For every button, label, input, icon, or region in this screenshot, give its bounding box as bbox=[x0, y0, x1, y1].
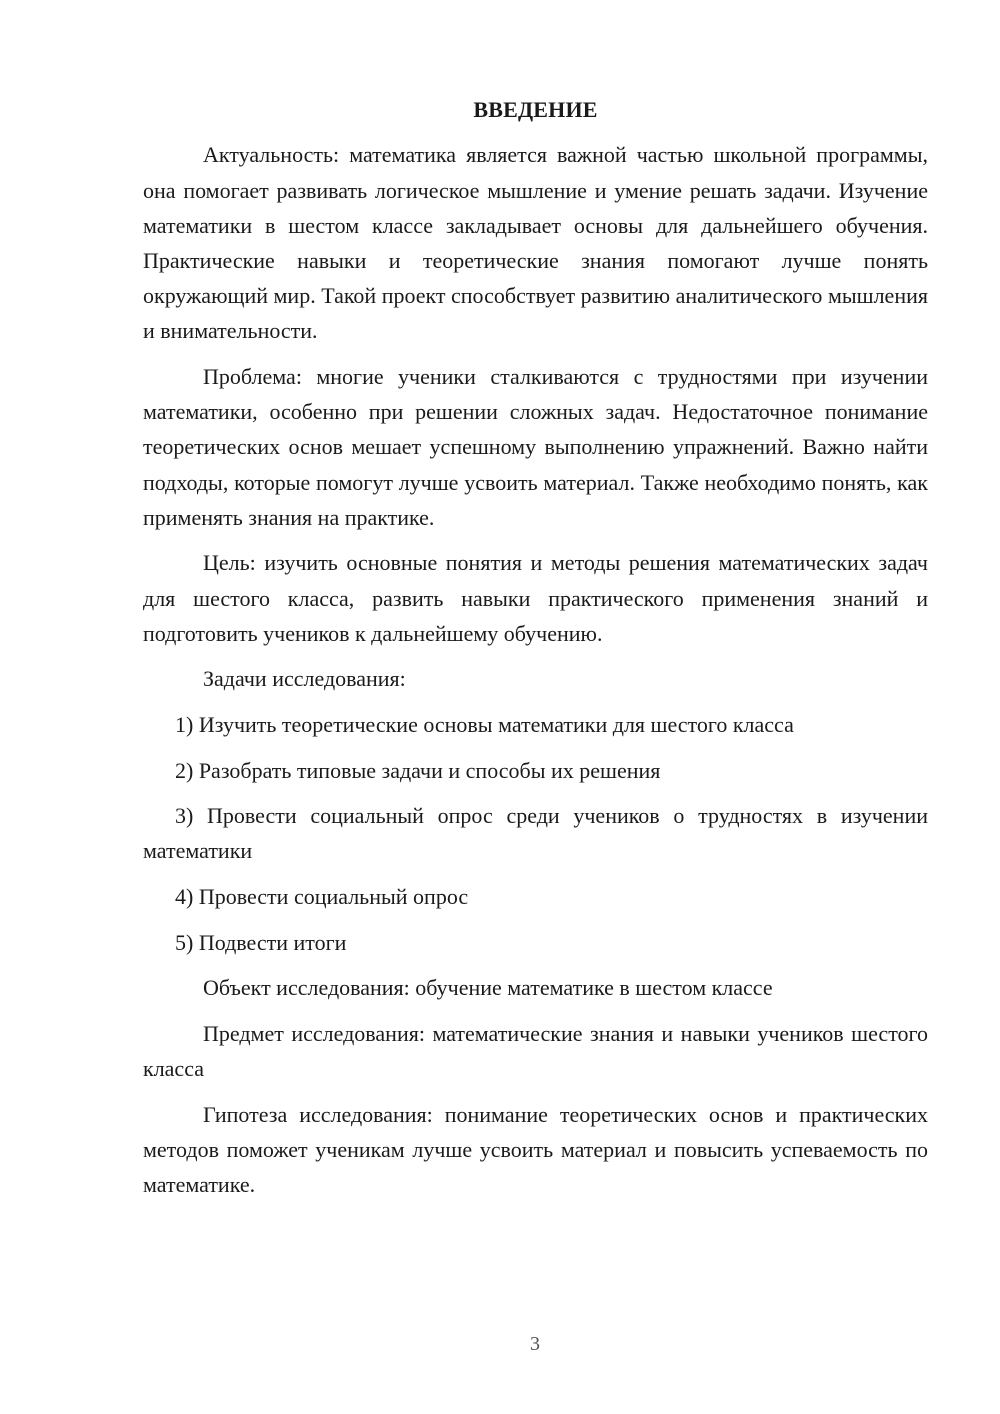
research-subject: Предмет исследования: математические знания и навыки учеников шестого класса bbox=[143, 1020, 928, 1081]
task-item-1: 1) Изучить теоретические основы математики для шестого класса bbox=[175, 712, 794, 737]
goal-paragraph: Цель: изучить основные понятия и методы решения математических задач для шестого класса, развить навыки практического применения знаний и подготовить учеников к дальнейшему обучению. bbox=[143, 550, 928, 646]
document-page bbox=[143, 92, 928, 1202]
tasks-heading: Задачи исследования: bbox=[203, 666, 406, 692]
problem-paragraph: Проблема: многие ученики сталкиваются с трудностями при изучении математики, особенно при решении сложных задач. Недостаточное понимание теоретических основ мешает успешному выполнению упражнений. Важно найти подходы, которые помогут лучше усвоить материал. Также необходимо понять, как применять знания на практике. bbox=[143, 364, 928, 530]
task-item-2: 2) Разобрать типовые задачи и способы их решения bbox=[175, 757, 661, 783]
task-item-3: 3) Провести социальный опрос среди учеников о трудностях в изучении математики bbox=[143, 803, 928, 864]
task-item-4: 4) Провести социальный опрос bbox=[175, 883, 469, 909]
relevance-paragraph: Актуальность: математика является важной частью школьной программы, она помогает развивать логическое мышление и умение решать задачи. Изучение математики в шестом классе закладывает основы для дальнейшего обучения. Практические навыки и теоретические знания помогают лучше понять окружающий мир. Такой проект способствует развитию аналитического мышления и внимательности. bbox=[143, 142, 928, 344]
research-object: Объект исследования: обучение математике в шестом классе bbox=[203, 975, 773, 1001]
section-heading: ВВЕДЕНИЕ bbox=[473, 97, 598, 122]
research-hypothesis: Гипотеза исследования: понимание теоретических основ и практических методов поможет ученикам лучше усвоить материал и повысить успеваемость по математике. bbox=[143, 1101, 928, 1197]
page-number: 3 bbox=[530, 1333, 540, 1355]
task-item-5: 5) Подвести итоги bbox=[175, 929, 347, 955]
